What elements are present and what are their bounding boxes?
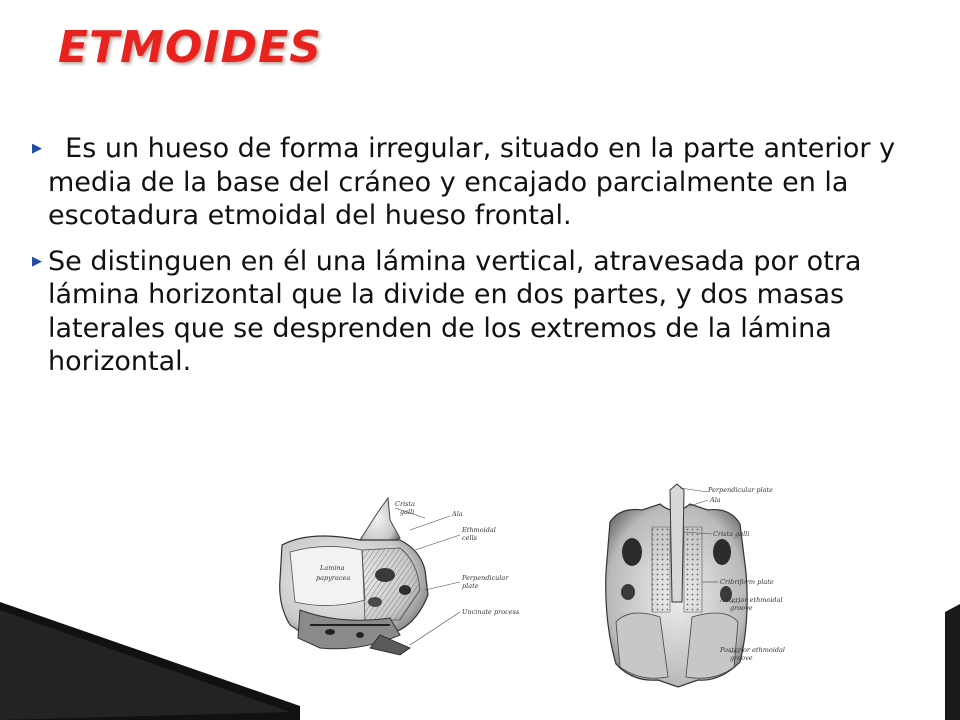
lamina-label: Lamina [320, 564, 345, 572]
ethmoidal-label: Ethmoidal [462, 526, 496, 534]
triangle-right-icon: ▶ [32, 253, 42, 269]
cribriform-plate-label: Cribriform plate [720, 578, 774, 586]
bullet-item [20, 245, 920, 379]
slide-title: ETMOIDES [58, 22, 322, 73]
crista-label: Crista [395, 500, 415, 508]
ethmoid-superior-illustration [580, 482, 790, 697]
posterior-groove-label: groove [730, 654, 753, 662]
bullet-item [20, 132, 920, 233]
triangle-right-icon: ▶ [32, 141, 42, 156]
papyracea-label: papyracea [316, 574, 351, 582]
anterior-ethmoidal-label: Anterior ethmoidal [720, 596, 783, 604]
ala-label: Ala [710, 496, 721, 504]
perpendicular-plate-label: Perpendicular plate [708, 486, 773, 494]
cells-label: cells [462, 534, 477, 542]
ala-label: Ala [452, 510, 463, 518]
bullet-text: Se distinguen en él una lámina vertical, atravesada por otra lámina horizontal que la divide en dos partes, y dos masas laterales que se desprenden de los extremos de la lámina horizontal. [48, 245, 862, 377]
posterior-ethmoidal-label: Posterior ethmoidal [720, 646, 786, 654]
perpendicular-label: Perpendicular [462, 574, 509, 582]
ethmoid-lateral-illustration [250, 490, 520, 665]
plate-label: plate [462, 582, 479, 590]
bullet-list [20, 132, 920, 391]
crista-galli-label: Crista galli [713, 530, 750, 538]
uncinate-label: Uncinate process [462, 608, 520, 616]
anterior-groove-label: groove [730, 604, 753, 612]
bullet-text: Es un hueso de forma irregular, situado en la parte anterior y media de la base del cráneo y encajado parcialmente en la escotadura etmoidal del hueso frontal. [48, 133, 896, 231]
galli-label: galli [400, 508, 415, 516]
